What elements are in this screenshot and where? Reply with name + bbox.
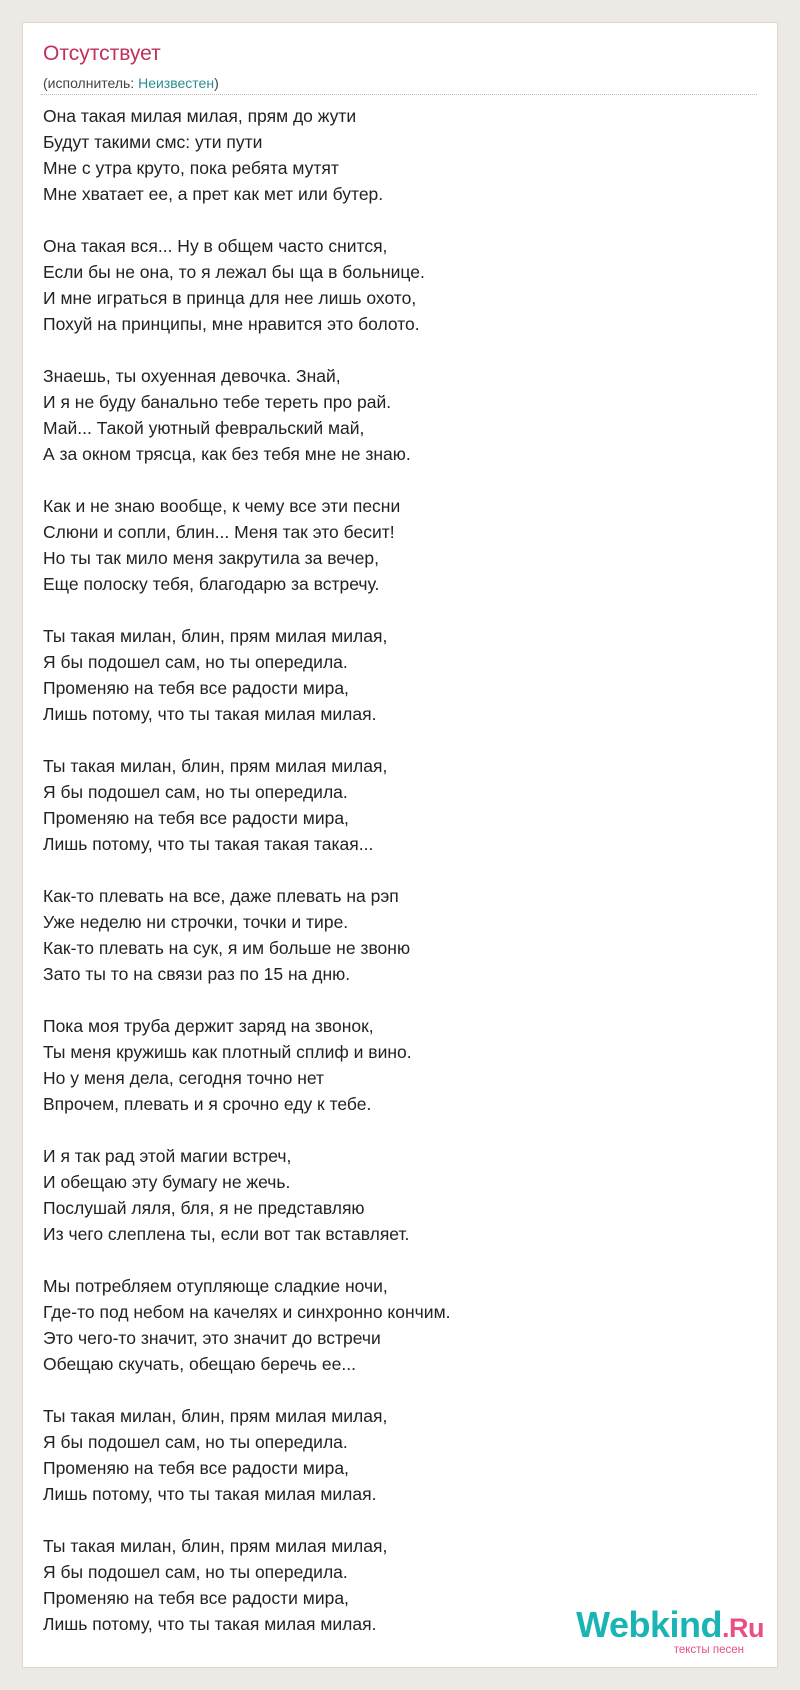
lyrics-stanza [43, 233, 743, 337]
song-title: Отсутствует [43, 42, 161, 65]
lyrics-line: Она такая милая милая, прям до жути [43, 106, 357, 126]
lyrics-line: Ты такая милан, блин, прям милая милая, [43, 756, 388, 776]
lyrics-line: И я не буду банально тебе тереть про рай. [43, 392, 392, 412]
lyrics-line: Но ты так мило меня закрутила за вечер, [43, 548, 379, 568]
lyrics-line: Обещаю скучать, обещаю беречь ее... [43, 1354, 356, 1374]
lyrics-line: Променяю на тебя все радости мира, [43, 678, 349, 698]
lyrics-stanza [43, 1403, 743, 1507]
lyrics-line: Лишь потому, что ты такая милая милая. [43, 1484, 377, 1504]
lyrics-stanza [43, 493, 743, 597]
lyrics-line: Променяю на тебя все радости мира, [43, 1458, 349, 1478]
lyrics-line: Если бы не она, то я лежал бы ща в больнице. [43, 262, 425, 282]
logo-tagline: тексты песен [673, 1644, 744, 1656]
lyrics-line: Я бы подошел сам, но ты опередила. [43, 652, 348, 672]
lyrics-line: Лишь потому, что ты такая милая милая. [43, 1614, 377, 1634]
lyrics-line: Ты меня кружишь как плотный сплиф и вино. [43, 1042, 412, 1062]
lyrics-line: Послушай ляля, бля, я не представляю [43, 1198, 365, 1218]
lyrics-body [43, 103, 743, 1663]
lyrics-line: А за окном трясца, как без тебя мне не знаю. [43, 444, 411, 464]
lyrics-line: Еще полоску тебя, благодарю за встречу. [43, 574, 380, 594]
lyrics-line: Променяю на тебя все радости мира, [43, 808, 349, 828]
logo-domain-text: .Ru [722, 1613, 764, 1643]
lyrics-line: Променяю на тебя все радости мира, [43, 1588, 349, 1608]
lyrics-line: Лишь потому, что ты такая такая такая... [43, 834, 374, 854]
lyrics-stanza [43, 103, 743, 207]
lyrics-line: Впрочем, плевать и я срочно еду к тебе. [43, 1094, 372, 1114]
lyrics-line: Как-то плевать на все, даже плевать на рэп [43, 886, 399, 906]
artist-link[interactable]: Неизвестен [138, 75, 215, 91]
lyrics-line: Знаешь, ты охуенная девочка. Знай, [43, 366, 341, 386]
lyrics-stanza [43, 363, 743, 467]
lyrics-card [22, 22, 778, 1668]
lyrics-stanza [43, 883, 743, 987]
header-divider [41, 94, 757, 95]
lyrics-stanza [43, 623, 743, 727]
lyrics-line: Где-то под небом на качелях и синхронно кончим. [43, 1302, 451, 1322]
lyrics-line: И я так рад этой магии встреч, [43, 1146, 292, 1166]
lyrics-line: Мы потребляем отупляюще сладкие ночи, [43, 1276, 388, 1296]
lyrics-line: Ты такая милан, блин, прям милая милая, [43, 1406, 388, 1426]
lyrics-line: Из чего слеплена ты, если вот так вставляет. [43, 1224, 410, 1244]
lyrics-line: Слюни и сопли, блин... Меня так это бесит! [43, 522, 395, 542]
logo-main-text: Webkind [576, 1604, 722, 1645]
lyrics-line: Я бы подошел сам, но ты опередила. [43, 782, 348, 802]
lyrics-line: Я бы подошел сам, но ты опередила. [43, 1562, 348, 1582]
lyrics-stanza [43, 1013, 743, 1117]
lyrics-line: Мне с утра круто, пока ребята мутят [43, 158, 339, 178]
lyrics-line: Ты такая милан, блин, прям милая милая, [43, 626, 388, 646]
lyrics-line: Май... Такой уютный февральский май, [43, 418, 365, 438]
lyrics-line: Ты такая милан, блин, прям милая милая, [43, 1536, 388, 1556]
lyrics-line: И обещаю эту бумагу не жечь. [43, 1172, 291, 1192]
lyrics-line: Мне хватает ее, а прет как мет или бутер. [43, 184, 384, 204]
lyrics-line: Лишь потому, что ты такая милая милая. [43, 704, 377, 724]
artist-suffix: ) [214, 75, 219, 91]
artist-line [43, 74, 219, 92]
logo-wordmark [576, 1605, 764, 1648]
lyrics-stanza [43, 1273, 743, 1377]
lyrics-line: Она такая вся... Ну в общем часто снится, [43, 236, 388, 256]
lyrics-line: Зато ты то на связи раз по 15 на дню. [43, 964, 351, 984]
lyrics-stanza [43, 753, 743, 857]
lyrics-line: Будут такими смс: ути пути [43, 132, 263, 152]
site-logo[interactable] [554, 1605, 764, 1659]
lyrics-line: Это чего-то значит, это значит до встречи [43, 1328, 381, 1348]
lyrics-line: И мне играться в принца для нее лишь охото, [43, 288, 417, 308]
lyrics-line: Как-то плевать на сук, я им больше не звоню [43, 938, 411, 958]
lyrics-stanza [43, 1143, 743, 1247]
lyrics-line: Я бы подошел сам, но ты опередила. [43, 1432, 348, 1452]
lyrics-line: Уже неделю ни строчки, точки и тире. [43, 912, 349, 932]
lyrics-line: Как и не знаю вообще, к чему все эти песни [43, 496, 401, 516]
lyrics-line: Пока моя труба держит заряд на звонок, [43, 1016, 374, 1036]
artist-prefix: (исполнитель: [43, 75, 139, 91]
lyrics-line: Но у меня дела, сегодня точно нет [43, 1068, 325, 1088]
lyrics-line: Похуй на принципы, мне нравится это болото. [43, 314, 420, 334]
